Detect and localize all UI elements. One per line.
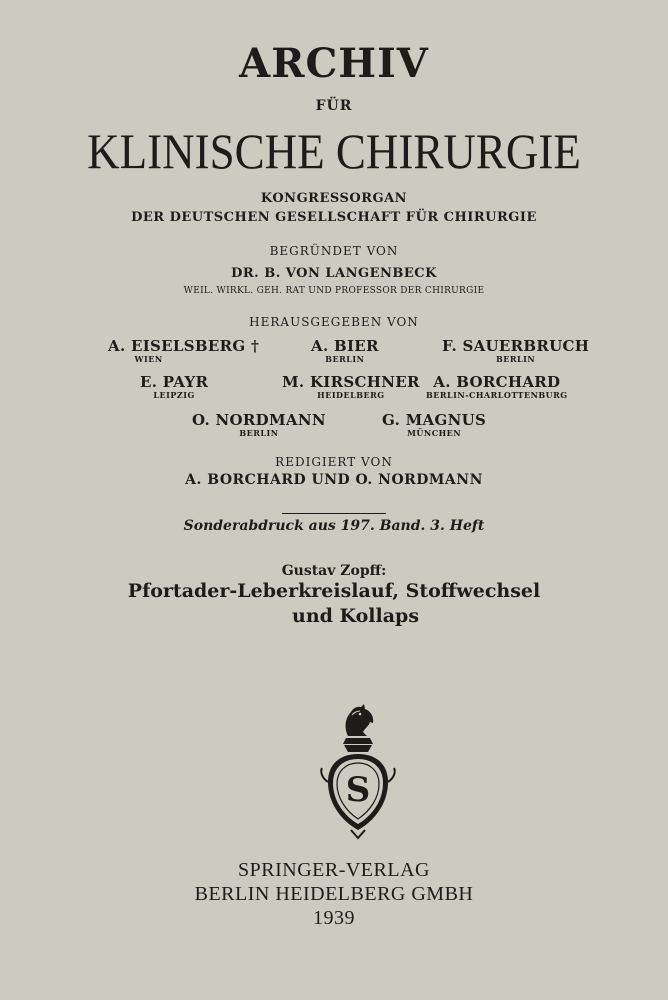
editor-name: E. PAYR [140,373,209,391]
founder-name: DR. B. VON LANGENBECK [231,266,437,281]
publisher-place: BERLIN HEIDELBERG GMBH [194,883,474,905]
editor-city: BERLIN [239,428,279,438]
editor-city: WIEN [134,354,163,364]
springer-knight-logo-icon [318,702,398,842]
journal-fuer: FÜR [315,98,353,114]
redacted-label: REDIGIERT VON [275,455,393,469]
editor-bier [311,337,379,364]
organ-line-1: KONGRESSORGAN [260,191,408,206]
editor-eiselsberg [108,337,259,364]
editor-city: BERLIN [325,354,365,364]
editor-kirschner [282,373,420,400]
editor-name: A. BORCHARD [433,373,561,391]
editor-city: MÜNCHEN [407,428,462,438]
publication-year: 1939 [313,907,355,929]
divider-rule [282,513,386,514]
publisher-name: SPRINGER-VERLAG [238,859,430,881]
editor-payr [140,373,208,400]
article-title-line-2: und Kollaps [292,605,420,627]
journal-title: ARCHIV [239,40,429,87]
article-author: Gustav Zopff: [281,563,387,579]
editor-city: BERLIN [496,354,536,364]
editor-name: M. KIRSCHNER [282,373,420,391]
editor-borchard [426,373,568,400]
editor-name: A. BIER [311,337,379,355]
founded-label: BEGRÜNDET VON [269,244,399,258]
editor-city: LEIPZIG [153,390,195,400]
editor-name: A. EISELSBERG † [108,337,260,355]
editor-sauerbruch [442,337,589,364]
founder-role: WEIL. WIRKL. GEH. RAT UND PROFESSOR DER CHIRURGIE [183,286,485,296]
editors-label: HERAUSGEGEBEN VON [249,315,419,329]
redacted-names: A. BORCHARD UND O. NORDMANN [185,472,483,488]
svg-text:S: S [345,770,371,810]
editor-name: F. SAUERBRUCH [442,337,590,355]
editor-name: G. MAGNUS [382,411,487,429]
article-title-line-1: Pfortader-Leberkreislauf, Stoffwechsel [127,580,541,602]
offprint-line: Sonderabdruck aus 197. Band. 3. Heft [183,518,485,534]
editor-nordmann [192,411,326,438]
journal-subject: KLINISCHE CHIRURGIE [87,123,581,179]
editor-name: O. NORDMANN [192,411,326,429]
editor-city: BERLIN-CHARLOTTENBURG [426,390,568,400]
editor-magnus [382,411,486,438]
editor-city: HEIDELBERG [317,390,385,400]
organ-line-2: DER DEUTSCHEN GESELLSCHAFT FÜR CHIRURGIE [131,210,537,225]
